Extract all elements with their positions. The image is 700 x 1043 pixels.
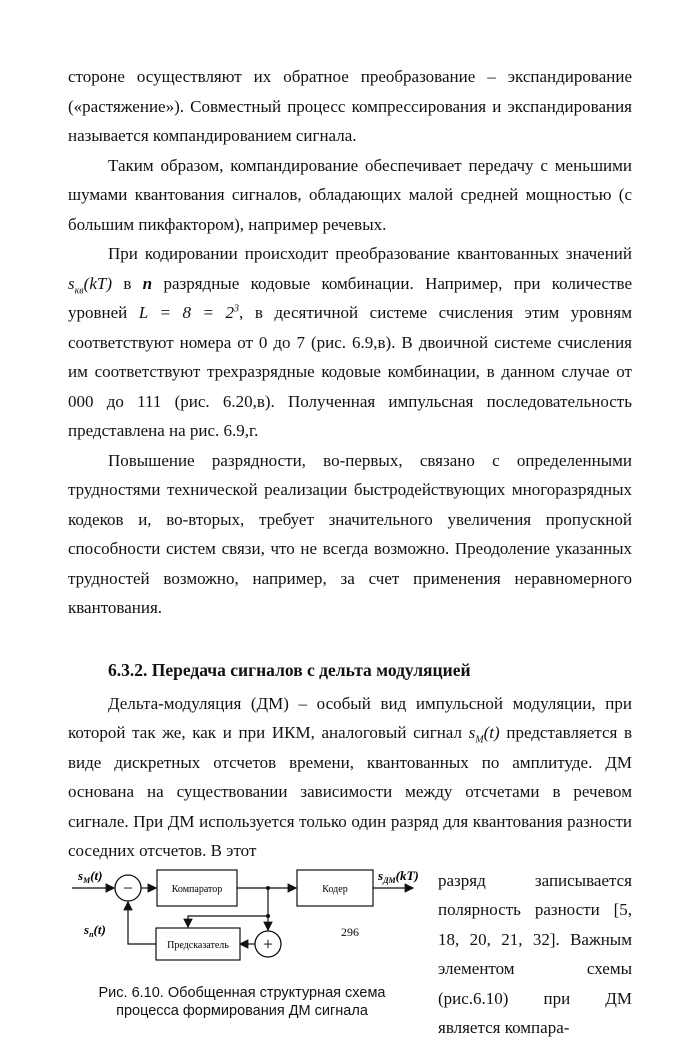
- paragraph-4: Повышение разрядности, во-первых, связано с определенными трудностями технической реализации быстродействующих многоразрядных кодеков и, во-вторых, требует значительного увеличения пропускной способности систем связи, что не всегда возможно. Преодоление указанных трудностей возможно, например, за счет применения неравномерного квантования.: [68, 450, 632, 617]
- paragraph-3: При кодировании происходит преобразование квантованных значений $s_{кв}(kT)$ в n разрядные кодовые комбинации. Например, при количестве уровней $L = 8 = 2^3$, в десятичной системе счисления этим уровням соответствуют номера от 0 до 7 (рис. 6.9,в). В двоичной системе счисления им соответствуют трехразрядные кодовые комбинации, в данном случае от 000 до 111 (рис. 6.20,в). Полученная импульсная последовательность представлена на рис. 6.9,г.: [68, 244, 632, 440]
- output-signal-label: sДМ(kT): [378, 867, 419, 885]
- levels-formula: $L = 8 = 2^3$: [138, 303, 240, 322]
- plus-sign: +: [262, 933, 274, 954]
- page-number: 296: [341, 925, 359, 939]
- feedback-signal-label: sп(t): [84, 921, 106, 939]
- right-column-text: разряд записывается полярность разности [5, 18, 20, 21, 32]. Важным элементом схемы (рис.6.10) при ДМ является компара-: [438, 870, 632, 1037]
- input-signal-formula: $s_M(t)$: [468, 723, 500, 746]
- paragraph-1: стороне осуществляют их обратное преобразование – экспандирование («растяжение»). Совместный процесс компрессирования и экспандирования называется компандированием сигнала.: [68, 67, 632, 145]
- figure-caption: Рис. 6.10. Обобщенная структурная схема процесса формирования ДМ сигнала: [98, 984, 386, 1019]
- quantized-value-formula: $s_{кв}(kT)$: [68, 273, 112, 296]
- input-signal-label: sM(t): [78, 867, 103, 885]
- paragraph-5: Дельта-модуляция (ДМ) – особый вид импульсной модуляции, при которой так же, как и при ИКМ, аналоговый сигнал $s_M(t)$ представляется в виде дискретных отсчетов времени, квантованных по амплитуде. ДМ основана на существовании зависимости между отсчетами в речевом сигнале. При ДМ используется только один разряд для квантования разности соседних отсчетов. В этот: [68, 693, 633, 860]
- minus-sign: −: [122, 877, 134, 898]
- coder-label: Кодер: [322, 883, 348, 895]
- section-title: 6.3.2. Передача сигналов с дельта модуляцией: [108, 659, 471, 680]
- comparator-label: Компаратор: [171, 883, 223, 895]
- paragraph-2: Таким образом, компандирование обеспечивает передачу с меньшими шумами квантования сигналов, обладающих малой средней мощностью (с большим пикфактором), например речевых.: [68, 155, 632, 234]
- predictor-label: Предсказатель: [167, 939, 229, 951]
- page-body: [68, 62, 633, 1037]
